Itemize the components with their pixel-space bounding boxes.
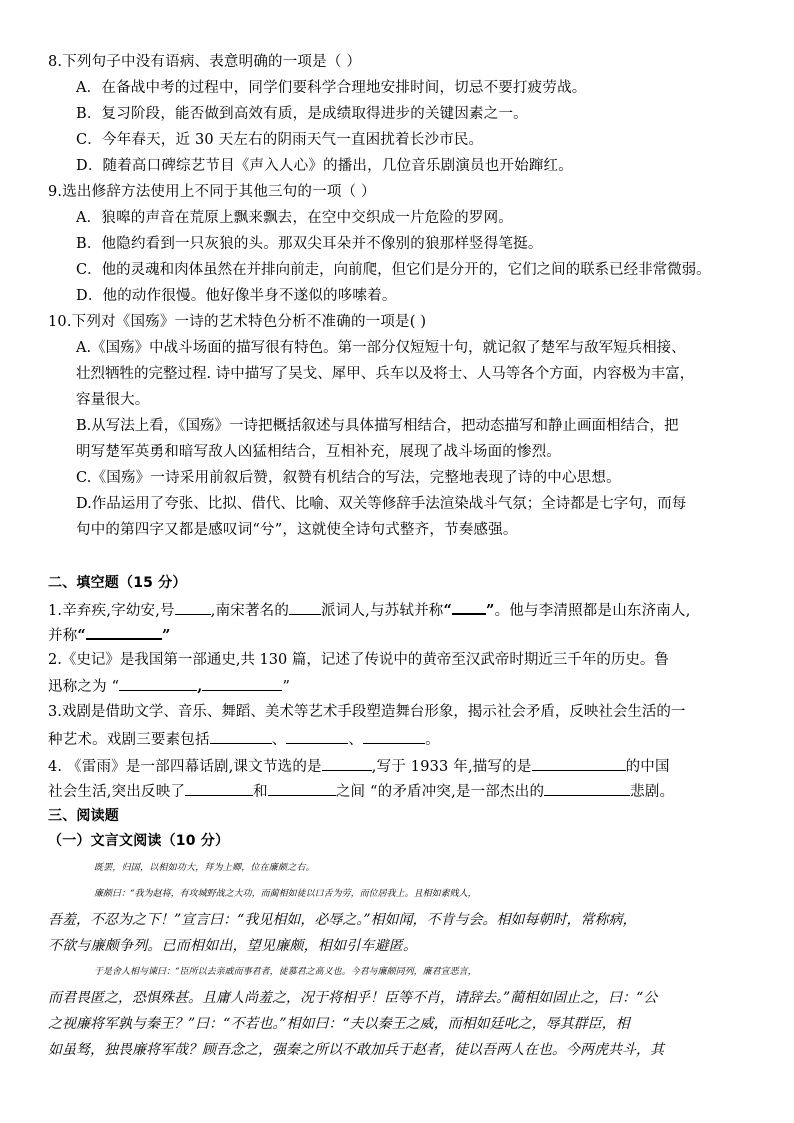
fill-q1-text-b: ,南宋著名的 xyxy=(210,603,290,619)
fill-blank[interactable] xyxy=(363,729,425,744)
fill-blank[interactable] xyxy=(210,729,272,744)
fill-q1-text-a: 1.辛弃疾,字幼安,号 xyxy=(48,603,175,619)
q9-option-a: A．狼嗥的声音在荒原上飘来飘去，在空中交织成一片危险的罗网。 xyxy=(76,210,513,226)
fill-blank[interactable] xyxy=(175,600,211,615)
section-3-subtitle: （一）文言文阅读（10 分） xyxy=(48,833,230,849)
q10-option-d-line1: D.作品运用了夸张、比拟、借代、比喻、双关等修辞手法渲染战斗气氛；全诗都是七字句，而每 xyxy=(76,496,687,512)
q10-option-a-line3: 容量很大。 xyxy=(76,392,150,408)
passage-paragraph-3-line1: 于是舍人相与谏曰：“臣所以去亲戚而事君者，徒慕君之高义也。今君与廉颇同列，廉君宣恶言， xyxy=(94,967,477,977)
fill-q3-line1: 3.戏剧是借助文学、音乐、舞蹈、美术等艺术手段塑造舞台形象，揭示社会矛盾，反映社会生活的一 xyxy=(48,704,686,720)
fill-blank[interactable] xyxy=(322,756,372,771)
fill-q4-text-e: 和 xyxy=(253,784,268,800)
q10-option-a-line2: 壮烈牺牲的完整过程. 诗中描写了吴戈、犀甲、兵车以及将士、人马等各个方面，内容极为丰富， xyxy=(76,366,695,382)
section-2-title: 二、填空题（15 分） xyxy=(48,575,187,591)
passage-paragraph-2-line1: 廉颇曰：“我为赵将，有攻城野战之大功，而蔺相如徒以口舌为劳，而位居我上。且相如素贱人， xyxy=(94,889,477,899)
fill-blank[interactable] xyxy=(86,624,162,640)
q10-option-d-line2: 句中的第四字又都是感叹词“兮”，这就使全诗句式整齐，节奏感强。 xyxy=(76,522,518,538)
fill-blank[interactable] xyxy=(532,756,626,771)
passage-paragraph-2-line2: 吾羞，不忍为之下！”宣言曰：“我见相如，必辱之。”相如闻，不肯与会。相如每朝时，常称病， xyxy=(48,912,637,928)
fill-q2-line2: 迅称之为 “ , ” xyxy=(48,678,291,695)
q9-option-c: C．他的灵魂和肉体虽然在并排向前走，向前爬，但它们是分开的，它们之间的联系已经非常微弱。 xyxy=(76,262,711,278)
fill-blank[interactable] xyxy=(289,600,321,615)
q9-option-b: B．他隐约看到一只灰狼的头。那双尖耳朵并不像别的狼那样竖得笔挺。 xyxy=(76,236,543,252)
fill-q4-text-a: 4. 《雷雨》是一部四幕话剧,课文节选的是 xyxy=(48,759,322,775)
passage-paragraph-3-line4: 如虽驽，独畏廉将军哉？顾吾念之，强秦之所以不敢加兵于赵者，徒以吾两人在也。今两虎共斗，其 xyxy=(48,1042,664,1058)
fill-q1-line1: 1.辛弃疾,字幼安,号 ,南宋著名的 派词人,与苏轼并称“ ”。他与李清照都是山东济南人, xyxy=(48,599,758,620)
fill-q4-text-d: 社会生活,突出反映了 xyxy=(48,784,186,800)
passage-paragraph-3-line3: 之视廉将军孰与秦王？”曰：“不若也。”相如曰：“夫以秦王之威，而相如廷叱之，辱其群臣，相 xyxy=(48,1016,630,1032)
fill-q4-text-b: ,写于 1933 年,描写的是 xyxy=(371,759,532,775)
fill-q4-line2 xyxy=(48,781,758,801)
fill-blank[interactable] xyxy=(286,729,348,744)
q8-option-d: D．随着高口碑综艺节目《声入人心》的播出，几位音乐剧演员也开始蹿红。 xyxy=(76,158,573,174)
question-9-stem: 9.选出修辞方法使用上不同于其他三句的一项（ ） xyxy=(48,184,376,200)
section-3-title: 三、阅读题 xyxy=(48,808,119,824)
question-8-stem: 8.下列句子中没有语病、表意明确的一项是（ ） xyxy=(48,54,362,70)
q10-option-b-line2: 明写楚军英勇和暗写敌人凶猛相结合，互相补充，展现了战斗场面的惨烈。 xyxy=(76,444,562,460)
fill-blank[interactable] xyxy=(119,676,197,691)
fill-blank[interactable] xyxy=(202,676,282,691)
fill-blank[interactable] xyxy=(185,781,253,796)
fill-q3-text-b: 种艺术。戏剧三要素包括 xyxy=(48,732,210,748)
passage-paragraph-2-line3: 不欲与廉颇争列。已而相如出，望见廉颇，相如引车避匿。 xyxy=(48,938,418,954)
fill-q2-line1: 2.《史记》是我国第一部通史,共 130 篇，记述了传说中的黄帝至汉武帝时期近三千年的历史。鲁 xyxy=(48,652,669,668)
fill-q1-text-c: 派词人,与苏轼并称 xyxy=(321,603,444,619)
q10-option-b-line1: B.从写法上看，《国殇》一诗把概括叙述与具体描写相结合，把动态描写和静止画面相结合，把 xyxy=(76,418,679,434)
passage-paragraph-1: 既罢，归国，以相如功大，拜为上卿，位在廉颇之右。 xyxy=(94,863,315,873)
passage-paragraph-3-line2: 而君畏匿之，恐惧殊甚。且庸人尚羞之，况于将相乎！臣等不肖，请辞去。”蔺相如固止之，曰：“公 xyxy=(48,990,658,1006)
fill-q3-line2: 种艺术。戏剧三要素包括 、 、 。 xyxy=(48,729,758,749)
fill-q4-text-g: 悲剧。 xyxy=(630,784,675,800)
q8-option-c: C．今年春天，近 30 天左右的阴雨天气一直困扰着长沙市民。 xyxy=(76,132,484,148)
q8-option-b: B．复习阶段，能否做到高效有质，是成绩取得进步的关键因素之一。 xyxy=(76,106,528,122)
fill-q4-line1 xyxy=(48,756,758,776)
q10-option-a-line1: A.《国殇》中战斗场面的描写很有特色。第一部分仅短短十句，就记叙了楚军与敌军短兵相接、 xyxy=(76,340,686,356)
question-10-stem: 10.下列对《国殇》一诗的艺术特色分析不准确的一项是( ) xyxy=(48,314,427,330)
fill-q4-text-f: 之间 “的矛盾冲突,是一部杰出的 xyxy=(335,784,545,800)
fill-blank[interactable] xyxy=(452,599,486,615)
fill-blank[interactable] xyxy=(268,781,336,796)
fill-q1-text-e: 并称 xyxy=(48,628,78,644)
fill-q4-text-c: 的中国 xyxy=(625,759,670,775)
fill-q1-line2: 并称“ ” xyxy=(48,624,758,645)
fill-blank[interactable] xyxy=(544,781,630,796)
q8-option-a: A．在备战中考的过程中，同学们要科学合理地安排时间，切忌不要打疲劳战。 xyxy=(76,80,587,96)
q10-option-c: C.《国殇》一诗采用前叙后赞，叙赞有机结合的写法，完整地表现了诗的中心思想。 xyxy=(76,470,621,486)
q9-option-d: D．他的动作很慢。他好像半身不遂似的哆嗦着。 xyxy=(76,288,397,304)
fill-q2-text-b: 迅称之为 “ xyxy=(48,679,120,695)
fill-q1-text-d: 。他与李清照都是山东济南人, xyxy=(494,603,691,619)
